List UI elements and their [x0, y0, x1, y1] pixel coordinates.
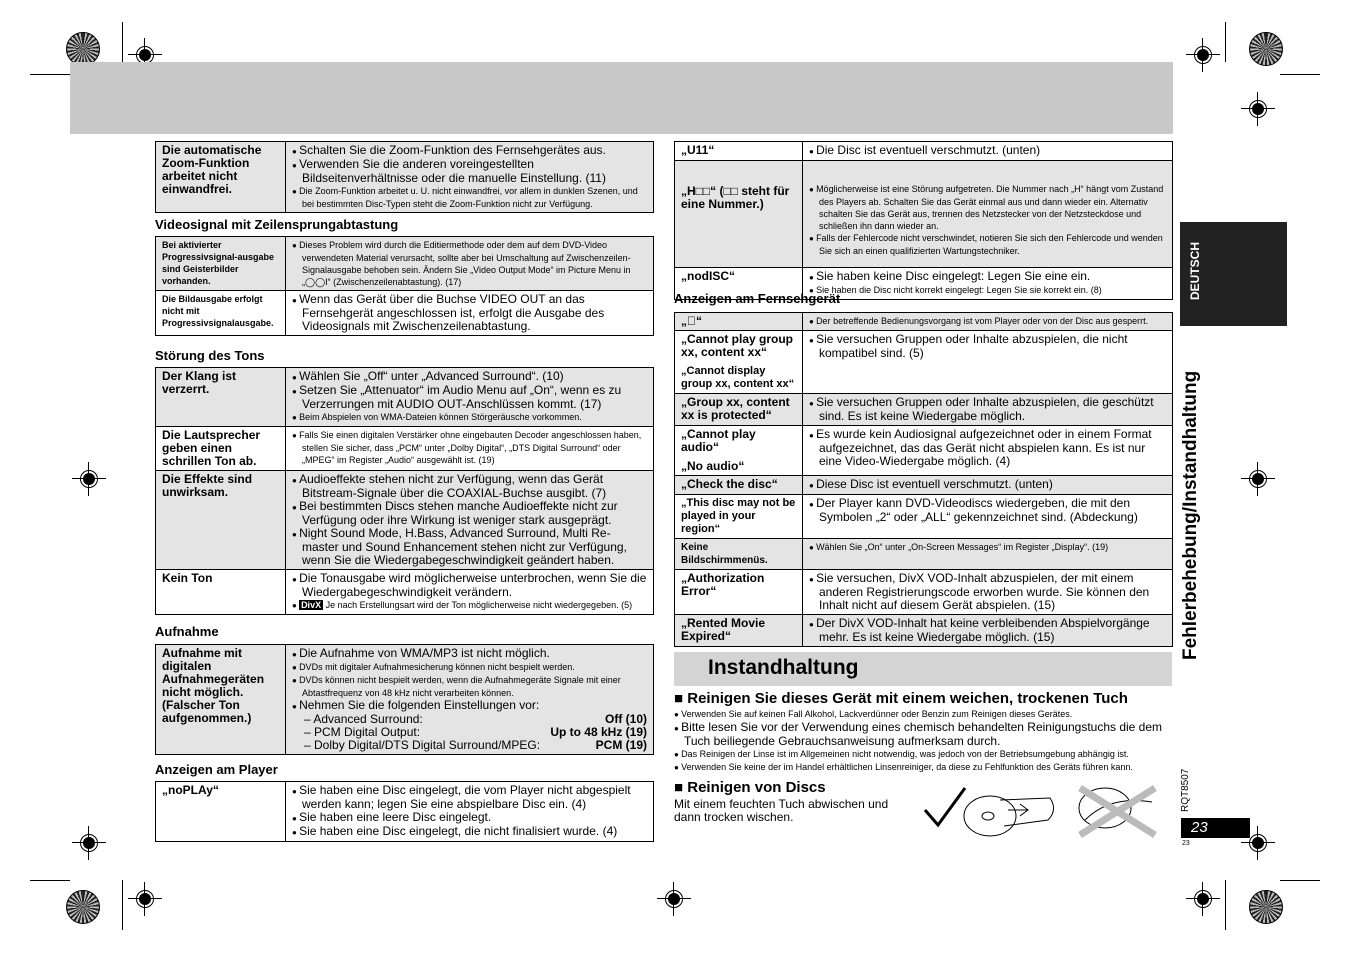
bullet-text: ● Der DivX VOD-Inhalt hat keine verbleibenden Abspielvorgänge mehr. Es ist keine Wiedergabe möglich. (15): [809, 617, 1166, 644]
row-label: Die Effekte sind unwirksam.: [156, 471, 286, 569]
row-text: [803, 331, 1172, 393]
bullet-text: ● Verwenden Sie die anderen voreingestellten Bildseitenverhältnisse oder die manuelle Einstellung. (11): [292, 158, 647, 185]
subheading: ■ Reinigen Sie dieses Gerät mit einem weichen, trockenen Tuch: [674, 690, 1128, 707]
row-label: „Authorization Error“: [675, 570, 803, 614]
registration-rose: [66, 890, 100, 924]
row-text: [803, 570, 1172, 614]
row-text: [803, 476, 1172, 494]
bullet-text: ● Schalten Sie die Zoom-Funktion des Fernsehgerätes aus.: [292, 144, 647, 158]
table-row: [156, 570, 653, 614]
crop-line: [1225, 880, 1226, 930]
row-text: [286, 570, 653, 614]
disc-cleaning-text: Mit einem feuchten Tuch abwischen und dann trocken wischen.: [674, 797, 889, 824]
bullet-text: ● Sie haben keine Disc eingelegt: Legen Sie eine ein.: [809, 270, 1166, 284]
bullet-text: ● Audioeffekte stehen nicht zur Verfügung, wenn das Gerät Bitstream-Signale über die COAXIAL-Buchse ausgibt. (7): [292, 473, 647, 500]
row-label: „noPLAy“: [156, 782, 286, 841]
row-text: [803, 268, 1172, 299]
checkmark-icon: [925, 788, 965, 825]
sound-table: [155, 367, 654, 615]
bullet-text: ● Wählen Sie „Off“ unter „Advanced Surround“. (10): [292, 370, 647, 384]
bullet-text: ● Wenn das Gerät über die Buchse VIDEO OUT an das Fernsehgerät angeschlossen ist, erfolgt die Ausgabe des Videosignals mit Zwischenzeilenabtastung.: [292, 293, 647, 333]
row-label: „Check the disc“: [675, 476, 803, 494]
registration-rose: [1249, 32, 1283, 66]
bullet-text: ● Diese Disc ist eventuell verschmutzt. (unten): [809, 478, 1166, 492]
row-label: Die Bildausgabe erfolgt nicht mit Progressivsignalausgabe.: [156, 291, 286, 335]
row-label: Keine Bildschirmmenüs.: [675, 539, 803, 569]
player-table: [155, 781, 654, 842]
row-label: Der Klang ist verzerrt.: [156, 368, 286, 426]
bullet-text: ● Falls der Fehlercode nicht verschwindet, notieren Sie sich den Fehlercode und wenden Sie sich an einen qualifizierten Wartungstechniker.: [809, 232, 1166, 257]
bullet-text: ● Sie versuchen Gruppen oder Inhalte abzuspielen, die nicht kompatibel sind. (5): [809, 333, 1166, 360]
row-text: [286, 471, 653, 569]
table-row: [156, 368, 653, 427]
bullet-text: ● Wählen Sie „On“ unter „On-Screen Messages“ im Register „Display“. (19): [809, 541, 1166, 554]
row-label: „⃠“: [675, 313, 803, 330]
subheading: ■ Reinigen von Discs: [674, 779, 826, 796]
maintenance-heading: [674, 652, 1172, 686]
zoom-table: [155, 141, 654, 213]
table-row: [156, 645, 653, 754]
row-label: „Rented Movie Expired“: [675, 615, 803, 646]
row-label-line: „Cannot play audio“: [681, 427, 756, 454]
bullet-text: ● Dieses Problem wird durch die Editiermethode oder dem auf dem DVD-Video verwendeten Material verursacht, sollte aber bei Umschaltung auf Zwischenzeilen-Signalausgabe behoben sein. Ändern Sie „Video Output Mode“ im Picture Menu in „◯◯I“ (Zwischenzeilenabtastung). (17): [292, 239, 647, 288]
row-label-line: „Cannot display group xx, content xx“: [681, 365, 795, 390]
bullet-text: ● Die Disc ist eventuell verschmutzt. (unten): [809, 144, 1166, 158]
table-row: [675, 142, 1172, 161]
bullet-text: ● Das Reinigen der Linse ist im Allgemeinen nicht notwendig, was jedoch von der Betriebsumgebung abhängig ist.: [674, 748, 1174, 761]
row-text: [286, 427, 653, 470]
crop-line: [122, 22, 123, 62]
disc-cleaning-illustration: [920, 780, 1170, 840]
setting-name: – Advanced Surround:: [304, 712, 423, 726]
bullet-text: ● Sie haben eine Disc eingelegt, die vom Player nicht abgespielt werden kann; legen Sie eine abspielbare Disc ein. (4): [292, 784, 647, 811]
bullet-text: ● Nehmen Sie die folgenden Einstellungen vor:: [292, 699, 647, 713]
crosshair-mark: [72, 462, 106, 496]
row-text: [286, 368, 653, 426]
doc-code: RQT8507: [1180, 768, 1191, 812]
crosshair-mark: [657, 882, 691, 916]
bullet-text: ● Night Sound Mode, H.Bass, Advanced Surround, Multi Re-master und Sound Enhancement stehen nicht zur Verfügung, wenn Sie die Wiedergabegeschwindigkeit geändert haben.: [292, 527, 647, 567]
table-row: [675, 615, 1172, 646]
table-row: [156, 471, 653, 570]
table-row: [675, 426, 1172, 476]
bullet-text: ● Möglicherweise ist eine Störung aufgetreten. Die Nummer nach „H“ hängt vom Zustand des Players ab. Schalten Sie das Gerät einmal aus und dann wieder ein. Alternativ schalten Sie das Gerät aus, trennen des Netzstecker von der Netzsteckdose und schließen ihn dann wieder an.: [809, 183, 1166, 232]
table-row: [156, 427, 653, 471]
crop-line: [1225, 22, 1226, 62]
bullet-text: ● Es wurde kein Audiosignal aufgezeichnet oder in einem Format aufgezeichnet, das das Gerät nicht abspielen kann. Es ist nur eine Video-Wiedergabe möglich. (4): [809, 428, 1166, 468]
row-label: [675, 331, 803, 393]
section-title: Videosignal mit Zeilensprungabtastung: [155, 217, 399, 232]
bullet-text: ● Bei bestimmten Discs stehen manche Audioeffekte nicht zur Verfügung oder ihre Wirkung ist weniger stark ausgeprägt.: [292, 500, 647, 527]
bullet-text: ● Sie versuchen Gruppen oder Inhalte abzuspielen, die geschützt sind. Es ist keine Wiedergabe möglich.: [809, 396, 1166, 423]
crop-line: [122, 880, 123, 930]
row-label: „nodISC“: [675, 268, 803, 299]
table-row: [156, 142, 653, 212]
bullet-text: ● Die Aufnahme von WMA/MP3 ist nicht möglich.: [292, 647, 647, 661]
bullet-text: ● Die Zoom-Funktion arbeitet u. U. nicht einwandfrei, vor allem in dunklen Szenen, und bei bestimmten Disc-Typen steht die Zoom-Funktion nicht zur Verfügung.: [292, 185, 647, 210]
bullet-text: ● Verwenden Sie keine der im Handel erhältlichen Linsenreiniger, da diese zu Fehlfunktion des Geräts führen kann.: [674, 761, 1174, 774]
row-text: [286, 645, 653, 754]
row-label: Kein Ton: [156, 570, 286, 614]
bullet-list: [674, 708, 1174, 774]
language-tab-label: DEUTSCH: [1188, 241, 1202, 300]
row-text: [803, 394, 1172, 425]
table-row: [675, 476, 1172, 495]
bullet-text: ● Verwenden Sie auf keinen Fall Alkohol, Lackverdünner oder Benzin zum Reinigen dieses Gerätes.: [674, 708, 1174, 721]
row-label: Bei aktivierter Progressivsignal-ausgabe sind Geisterbilder vorhanden.: [156, 237, 286, 290]
header-band: [70, 62, 1173, 134]
disc-icon: [964, 796, 1016, 836]
row-label: „U11“: [675, 142, 803, 160]
crosshair-mark: [1186, 882, 1220, 916]
bullet-text: ● Sie haben eine leere Disc eingelegt.: [292, 811, 647, 825]
row-text: [286, 291, 653, 335]
section-title: Aufnahme: [155, 624, 219, 639]
registration-rose: [1249, 890, 1283, 924]
row-label-line: „No audio“: [681, 459, 745, 473]
table-row: [675, 570, 1172, 615]
row-label: „Group xx, content xx is protected“: [675, 394, 803, 425]
setting-value: Off (10): [605, 712, 647, 726]
bullet-text: ● Beim Abspielen von WMA-Dateien können Störgeräusche vorkommen.: [292, 411, 647, 424]
row-label: Die Lautsprecher geben einen schrillen Ton ab.: [156, 427, 286, 470]
row-text: [803, 539, 1172, 569]
crosshair-mark: [1241, 92, 1275, 126]
row-text: [803, 142, 1172, 160]
crosshair-mark: [128, 882, 162, 916]
divx-badge: DivX: [301, 600, 322, 610]
crosshair-mark: [1186, 38, 1220, 72]
recording-table: [155, 644, 654, 755]
row-text: [803, 495, 1172, 538]
tv-messages-table: [674, 312, 1173, 647]
bullet-text: ● Der Player kann DVD-Videodiscs wiedergeben, die mit den Symbolen „2“ oder „ALL“ gekennzeichnet sind. (Abdeckung): [809, 497, 1166, 524]
crop-line: [30, 880, 70, 881]
row-label: [675, 426, 803, 475]
row-label: Die automatische Zoom-Funktion arbeitet nicht einwandfrei.: [156, 142, 286, 212]
setting-line: [292, 739, 647, 752]
row-label: „H□□“ (□□ steht für eine Nummer.): [675, 161, 803, 267]
setting-value: PCM (19): [595, 738, 647, 752]
bullet-text: ● Bitte lesen Sie vor der Verwendung eines chemisch behandelten Reinigungstuchs die dem Tuch beiliegende Gebrauchsanweisung aufmerksam durch.: [674, 721, 1174, 748]
table-row: [675, 313, 1172, 331]
row-text: [803, 426, 1172, 475]
table-row: [156, 291, 653, 335]
crosshair-mark: [1241, 462, 1275, 496]
row-text: [286, 782, 653, 841]
bullet-text: [292, 599, 647, 612]
cross-icon: [1080, 788, 1155, 835]
row-text: [803, 615, 1172, 646]
crop-line: [1280, 880, 1320, 881]
row-label-line: „Cannot play group xx, content xx“: [681, 332, 793, 359]
bullet-text: ● Sie versuchen, DivX VOD-Inhalt abzuspielen, der mit einem anderen Registrierungscode erworben wurde. Sie können den Inhalt nicht auf diesem Gerät abspielen. (15): [809, 572, 1166, 612]
crosshair-mark: [72, 826, 106, 860]
bullet-text-detail: Je nach Erstellungsart wird der Ton möglicherweise nicht wiedergegeben. (5): [325, 600, 633, 610]
registration-rose: [66, 32, 100, 66]
bullet-text: ● DVDs mit digitaler Aufnahmesicherung können nicht bespielt werden.: [292, 661, 647, 674]
page-number-small: 23: [1182, 840, 1190, 847]
crop-line: [30, 74, 70, 75]
table-row: [675, 495, 1172, 539]
row-text: [803, 313, 1172, 330]
setting-name: – Dolby Digital/DTS Digital Surround/MPEG:: [304, 738, 541, 752]
bullet-text: ● Der betreffende Bedienungsvorgang ist vom Player oder von der Disc aus gesperrt.: [809, 315, 1166, 328]
page-number-box: [1181, 818, 1250, 838]
bullet-text: ● Falls Sie einen digitalen Verstärker ohne eingebauten Decoder angeschlossen haben, stellen Sie sicher, dass „PCM“ unter „Dolby Digital“, „DTS Digital Surround“ oder „MPEG“ im Register „Audio“ ausgewählt ist. (19): [292, 429, 647, 466]
language-tab: [1180, 222, 1287, 326]
bullet-text: ● Setzen Sie „Attenuator“ im Audio Menu auf „On“, wenn es zu Verzerrungen mit AUDIO OUT-Anschlüssen kommt. (17): [292, 384, 647, 411]
table-row: [675, 394, 1172, 426]
setting-value: Up to 48 kHz (19): [550, 725, 647, 739]
row-label: „This disc may not be played in your region“: [675, 495, 803, 538]
section-title: Störung des Tons: [155, 348, 265, 363]
bullet-text: ● Sie haben die Disc nicht korrekt eingelegt: Legen Sie sie korrekt ein. (8): [809, 284, 1166, 297]
row-text: [803, 161, 1172, 267]
row-text: [286, 237, 653, 290]
row-label: Aufnahme mit digitalen Aufnahmegeräten nicht möglich. (Falscher Ton aufgenommen.): [156, 645, 286, 754]
bullet-text: ● DVDs können nicht bespielt werden, wenn die Aufnahmegeräte Signale mit einer Abtastfrequenz von 48 kHz nicht verarbeiten können.: [292, 674, 647, 699]
bullet-text: ● Sie haben eine Disc eingelegt, die nicht finalisiert wurde. (4): [292, 825, 647, 839]
section-title: Anzeigen am Player: [155, 762, 278, 777]
table-row: [675, 331, 1172, 394]
table-row: [675, 161, 1172, 268]
section-title: Anzeigen am Fernsehgerät: [674, 291, 841, 306]
row-text: [286, 142, 653, 212]
setting-name: – PCM Digital Output:: [304, 725, 421, 739]
crop-line: [1280, 74, 1320, 75]
side-chapter-title: Fehlerbehebung/Instandhaltung: [1180, 370, 1201, 660]
table-row: [675, 539, 1172, 570]
video-table: [155, 236, 654, 336]
table-row: [156, 237, 653, 291]
player-codes-table: [674, 141, 1173, 300]
heading-text: Instandhaltung: [708, 656, 859, 679]
page-number: 23: [1191, 819, 1208, 836]
bullet-text: ● Die Tonausgabe wird möglicherweise unterbrochen, wenn Sie die Wiedergabegeschwindigkeit verändern.: [292, 572, 647, 599]
table-row: [156, 782, 653, 841]
